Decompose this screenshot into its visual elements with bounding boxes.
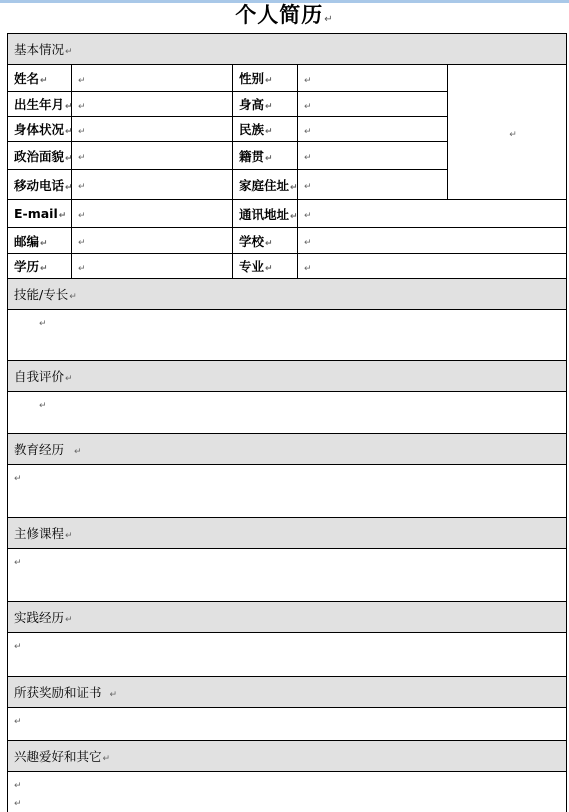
value-birth[interactable] bbox=[72, 92, 233, 117]
paragraph-mark: ↵ bbox=[39, 319, 47, 329]
label-politics bbox=[8, 142, 72, 170]
paragraph-mark: ↵ bbox=[509, 130, 517, 140]
paragraph-mark: ↵ bbox=[65, 531, 73, 541]
photo-cell[interactable] bbox=[448, 65, 567, 200]
label-school bbox=[233, 228, 298, 254]
value-mail-address[interactable] bbox=[298, 200, 567, 228]
section-header-courses bbox=[8, 518, 567, 549]
hobbies-content[interactable] bbox=[8, 772, 567, 812]
label-home-address bbox=[233, 170, 298, 200]
paragraph-mark: ↵ bbox=[304, 102, 312, 112]
paragraph-mark: ↵ bbox=[304, 127, 312, 137]
paragraph-mark: ↵ bbox=[39, 401, 47, 411]
self-eval-content[interactable] bbox=[8, 392, 567, 434]
value-gender[interactable] bbox=[298, 65, 448, 92]
paragraph-mark: ↵ bbox=[265, 264, 273, 274]
section-title: 实践经历 bbox=[14, 610, 64, 625]
section-header-practice bbox=[8, 602, 567, 633]
section-body-awards bbox=[8, 708, 567, 741]
awards-content[interactable] bbox=[8, 708, 567, 741]
label-email bbox=[8, 200, 72, 228]
paragraph-mark: ↵ bbox=[304, 182, 312, 192]
label-text: 学校 bbox=[239, 234, 264, 249]
label-origin bbox=[233, 142, 298, 170]
paragraph-mark: ↵ bbox=[304, 211, 312, 221]
paragraph-mark: ↵ bbox=[78, 211, 86, 221]
paragraph-mark: ↵ bbox=[78, 182, 86, 192]
paragraph-mark: ↵ bbox=[110, 690, 118, 700]
label-text: 出生年月 bbox=[14, 97, 64, 112]
value-height[interactable] bbox=[298, 92, 448, 117]
section-header-self-eval bbox=[8, 361, 567, 392]
value-email[interactable] bbox=[72, 200, 233, 228]
section-header-basic bbox=[8, 34, 567, 65]
label-text: 民族 bbox=[239, 122, 264, 137]
row-postcode-school bbox=[8, 228, 567, 254]
label-postcode bbox=[8, 228, 72, 254]
value-politics[interactable] bbox=[72, 142, 233, 170]
label-text: 移动电话 bbox=[14, 178, 64, 193]
paragraph-mark: ↵ bbox=[14, 474, 22, 484]
paragraph-mark: ↵ bbox=[40, 264, 48, 274]
paragraph-mark: ↵ bbox=[65, 102, 73, 112]
paragraph-mark: ↵ bbox=[65, 127, 73, 137]
value-mobile[interactable] bbox=[72, 170, 233, 200]
section-header-education bbox=[8, 434, 567, 465]
section-title: 基本情况 bbox=[14, 42, 64, 57]
label-health bbox=[8, 117, 72, 142]
value-degree[interactable] bbox=[72, 254, 233, 279]
section-title: 所获奖励和证书 bbox=[14, 685, 102, 700]
value-ethnicity[interactable] bbox=[298, 117, 448, 142]
label-ethnicity bbox=[233, 117, 298, 142]
row-name-gender bbox=[8, 65, 567, 92]
section-header-hobbies bbox=[8, 741, 567, 772]
resume-table bbox=[7, 33, 567, 812]
section-body-practice bbox=[8, 633, 567, 677]
value-major[interactable] bbox=[298, 254, 567, 279]
section-title: 技能/专长 bbox=[14, 287, 68, 302]
section-title: 自我评价 bbox=[14, 369, 64, 384]
paragraph-mark: ↵ bbox=[265, 76, 273, 86]
label-major bbox=[233, 254, 298, 279]
row-email-mail bbox=[8, 200, 567, 228]
paragraph-mark: ↵ bbox=[304, 76, 312, 86]
paragraph-mark: ↵ bbox=[40, 239, 48, 249]
education-content[interactable] bbox=[8, 465, 567, 518]
label-text: 籍贯 bbox=[239, 149, 264, 164]
label-gender bbox=[233, 65, 298, 92]
section-header-skills bbox=[8, 279, 567, 310]
paragraph-mark: ↵ bbox=[304, 264, 312, 274]
label-name bbox=[8, 65, 72, 92]
value-health[interactable] bbox=[72, 117, 233, 142]
page-title bbox=[0, 0, 569, 32]
paragraph-mark: ↵ bbox=[14, 558, 22, 568]
section-body-hobbies bbox=[8, 772, 567, 812]
skills-content[interactable] bbox=[8, 310, 567, 361]
paragraph-mark: ↵ bbox=[14, 781, 22, 791]
paragraph-mark: ↵ bbox=[103, 754, 111, 764]
paragraph-mark: ↵ bbox=[74, 447, 82, 457]
paragraph-mark: ↵ bbox=[78, 238, 86, 248]
value-home-address[interactable] bbox=[298, 170, 448, 200]
label-text: 身体状况 bbox=[14, 122, 64, 137]
section-header-awards bbox=[8, 677, 567, 708]
label-birth bbox=[8, 92, 72, 117]
paragraph-mark: ↵ bbox=[14, 642, 22, 652]
paragraph-mark: ↵ bbox=[65, 154, 73, 164]
label-text: 性别 bbox=[239, 71, 264, 86]
label-text: 邮编 bbox=[14, 234, 39, 249]
section-body-self-eval bbox=[8, 392, 567, 434]
paragraph-mark: ↵ bbox=[304, 238, 312, 248]
value-name[interactable] bbox=[72, 65, 233, 92]
paragraph-mark: ↵ bbox=[78, 264, 86, 274]
paragraph-mark: ↵ bbox=[69, 292, 77, 302]
paragraph-mark: ↵ bbox=[265, 102, 273, 112]
courses-content[interactable] bbox=[8, 549, 567, 602]
paragraph-mark: ↵ bbox=[59, 211, 67, 221]
paragraph-mark: ↵ bbox=[65, 374, 73, 384]
label-degree bbox=[8, 254, 72, 279]
section-title: 教育经历 bbox=[14, 442, 64, 457]
label-text: 政治面貌 bbox=[14, 149, 64, 164]
label-text: 专业 bbox=[239, 259, 264, 274]
label-text: E-mail bbox=[14, 206, 58, 221]
paragraph-mark: ↵ bbox=[265, 154, 273, 164]
paragraph-mark: ↵ bbox=[14, 799, 22, 809]
section-title: 兴趣爱好和其它 bbox=[14, 749, 102, 764]
value-origin[interactable] bbox=[298, 142, 448, 170]
label-text: 家庭住址 bbox=[239, 178, 289, 193]
label-text: 姓名 bbox=[14, 71, 39, 86]
paragraph-mark: ↵ bbox=[265, 239, 273, 249]
paragraph-mark: ↵ bbox=[65, 47, 73, 57]
section-body-skills bbox=[8, 310, 567, 361]
practice-content[interactable] bbox=[8, 633, 567, 677]
section-body-education bbox=[8, 465, 567, 518]
paragraph-mark: ↵ bbox=[290, 183, 298, 193]
paragraph-mark: ↵ bbox=[65, 615, 73, 625]
paragraph-mark: ↵ bbox=[14, 717, 22, 727]
label-text: 通讯地址 bbox=[239, 207, 289, 222]
paragraph-mark: ↵ bbox=[78, 153, 86, 163]
paragraph-mark: ↵ bbox=[324, 14, 333, 25]
value-school[interactable] bbox=[298, 228, 567, 254]
paragraph-mark: ↵ bbox=[78, 76, 86, 86]
value-postcode[interactable] bbox=[72, 228, 233, 254]
paragraph-mark: ↵ bbox=[265, 127, 273, 137]
paragraph-mark: ↵ bbox=[304, 153, 312, 163]
paragraph-mark: ↵ bbox=[78, 102, 86, 112]
row-degree-major bbox=[8, 254, 567, 279]
label-mail-address bbox=[233, 200, 298, 228]
paragraph-mark: ↵ bbox=[40, 76, 48, 86]
section-body-courses bbox=[8, 549, 567, 602]
paragraph-mark: ↵ bbox=[65, 183, 73, 193]
section-title: 主修课程 bbox=[14, 526, 64, 541]
paragraph-mark: ↵ bbox=[290, 212, 298, 222]
page-title-text: 个人简历 bbox=[235, 3, 323, 27]
label-mobile bbox=[8, 170, 72, 200]
label-text: 学历 bbox=[14, 259, 39, 274]
paragraph-mark: ↵ bbox=[78, 127, 86, 137]
label-height bbox=[233, 92, 298, 117]
label-text: 身高 bbox=[239, 97, 264, 112]
